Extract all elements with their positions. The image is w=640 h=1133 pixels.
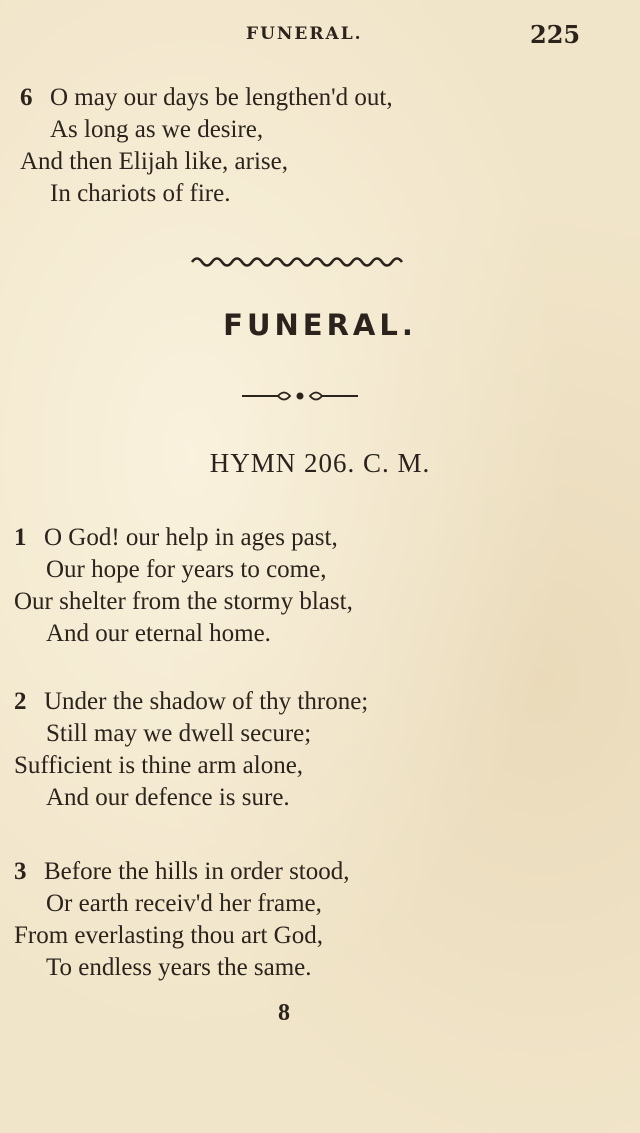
stanza-1-line-3: Our shelter from the stormy blast, — [14, 588, 353, 615]
flourish-divider — [240, 388, 360, 404]
signature-mark: 8 — [278, 1000, 290, 1026]
stanza-1-line-4: And our eternal home. — [46, 620, 271, 647]
stanza-number: 2 — [14, 688, 27, 715]
stanza-6-line-2: As long as we desire, — [50, 116, 264, 143]
stanza-2-line-3: Sufficient is thine arm alone, — [14, 752, 304, 779]
stanza-2-line-4: And our defence is sure. — [46, 784, 290, 811]
stanza-6-line-1: 6 O may our days be lengthen'd out, — [20, 82, 393, 114]
page-number: 225 — [530, 20, 581, 49]
stanza-3-line-2: Or earth receiv'd her frame, — [46, 890, 322, 917]
running-title: FUNERAL. — [246, 24, 363, 44]
stanza-2-line-2: Still may we dwell secure; — [46, 720, 312, 747]
stanza-number: 6 — [20, 84, 33, 111]
hymn-heading: HYMN 206. C. M. — [209, 448, 431, 478]
stanza-6-line-4: In chariots of fire. — [50, 180, 231, 207]
stanza-number: 3 — [14, 858, 27, 885]
section-title: FUNERAL. — [223, 308, 417, 342]
stanza-1-line-2: Our hope for years to come, — [46, 556, 327, 583]
stanza-3-line-1: 3 Before the hills in order stood, — [14, 856, 350, 888]
stanza-3-line-4: To endless years the same. — [46, 954, 312, 981]
stanza-number: 1 — [14, 524, 27, 551]
running-head — [0, 20, 640, 50]
stanza-6-line-3: And then Elijah like, arise, — [20, 148, 288, 175]
wavy-rule-ornament — [190, 254, 410, 270]
stanza-1-line-1: 1 O God! our help in ages past, — [14, 522, 338, 554]
stanza-3-line-3: From everlasting thou art God, — [14, 922, 323, 949]
stanza-2-line-1: 2 Under the shadow of thy throne; — [14, 686, 368, 718]
